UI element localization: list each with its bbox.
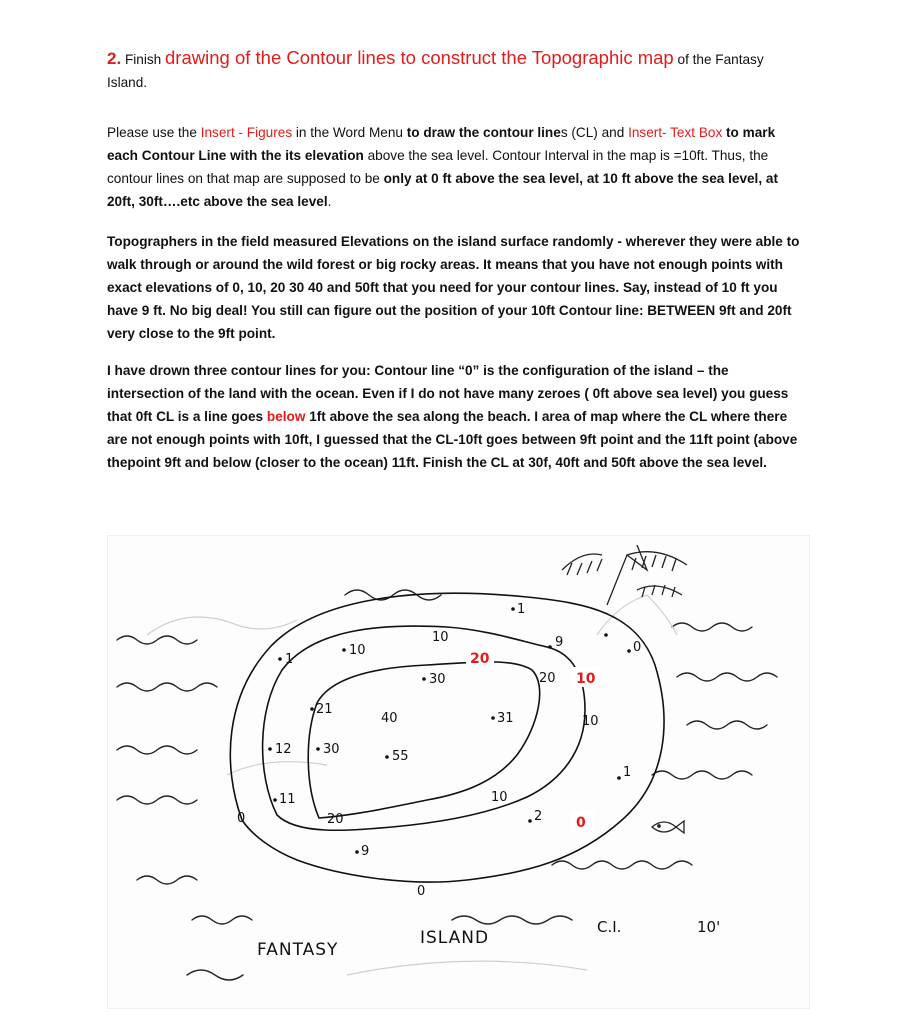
p3-text-2: 1ft above the sea along the beach. I area of map where the CL where there are not enough points with 10ft, I guessed that the CL-10ft goes between 9ft point and the 11ft point (above thepoint 9ft and below (closer to the ocean) 11ft. Finish the CL at 30f, 40ft and 50ft above the sea level.: [107, 409, 798, 470]
elevation-label: 55: [392, 749, 409, 764]
p1-text-1: Please use the: [107, 125, 201, 140]
elevation-dot: [273, 798, 277, 802]
elevation-label: 11: [279, 792, 296, 807]
elevation-label: 0: [417, 884, 426, 899]
topographers-paragraph: [107, 230, 807, 345]
p1-bold-3: only at 0 ft above the sea level, at 10 ft above the sea level, at 20ft, 30ft….etc above the sea level: [107, 171, 778, 209]
p1-insert-figures: Insert - Figures: [200, 125, 293, 140]
contour-interval-value: 10': [697, 918, 721, 936]
question-number: 2.: [107, 49, 122, 68]
elevation-label: 10: [491, 790, 508, 805]
elevation-label: 10: [432, 630, 449, 645]
p1-text-3: s (CL) and: [560, 125, 629, 140]
elevation-label: 40: [381, 711, 398, 726]
p1-bold-1: to draw the contour line: [406, 125, 561, 140]
map-title-fantasy: FANTASY: [257, 940, 339, 960]
topographic-map: [107, 535, 810, 1009]
elevation-label: 10: [582, 714, 599, 729]
elevation-dot: [422, 677, 426, 681]
heading-text-2: of the Fantasy Island.: [107, 52, 764, 90]
contour-guidance-paragraph: [107, 359, 807, 474]
elevation-dot: [268, 747, 272, 751]
elevation-label: 30: [429, 672, 446, 687]
elevation-label: 20: [327, 812, 344, 827]
elevation-dot: [528, 819, 532, 823]
p1-bold-2: to mark each Contour Line with the its elevation: [107, 125, 776, 163]
contour-interval-label: C.I.: [597, 918, 622, 936]
p1-text-5: .: [327, 194, 332, 209]
elevation-label: 9: [555, 635, 564, 650]
elevation-label: 21: [316, 702, 333, 717]
elevation-label: 1: [517, 602, 526, 617]
p1-text-4: above the sea level. Contour Interval in the map is =10ft. Thus, the contour lines on that map are supposed to be: [107, 148, 769, 186]
heading-emphasis: drawing of the Contour lines to construct the Topographic map: [165, 47, 674, 68]
p1-insert-textbox: Insert- Text Box: [628, 125, 723, 140]
elevation-dot: [342, 648, 346, 652]
elevation-label: 0: [633, 640, 642, 655]
instructions-paragraph: [107, 121, 807, 213]
elevation-label: 10: [349, 643, 366, 658]
elevation-label: 1: [285, 652, 294, 667]
elevation-dot: [548, 645, 552, 649]
p2-text: Topographers in the field measured Elevations on the island surface randomly - wherever they were able to walk through or around the wild forest or big rocky areas. It means that you have not enough points with exact elevations of 0, 10, 20 30 40 and 50ft that you need for your contour lines. Say, instead of 10 ft you have 9 ft. No big deal! You still can figure out the position of your 10ft Contour line: BETWEEN 9ft and 20ft very close to the 9ft point.: [107, 234, 800, 341]
elevation-label: 2: [534, 809, 543, 824]
elevation-dot: [385, 755, 389, 759]
heading-text-1: Finish: [121, 52, 166, 67]
elevation-dot: [310, 707, 314, 711]
map-title-island: ISLAND: [420, 928, 490, 948]
elevation-dot: [511, 607, 515, 611]
p3-text-1: I have drown three contour lines for you: Contour line “0” is the configuration of the island – the intersection of the land with the ocean. Even if I do not have many zeroes ( 0ft above sea level) you guess that 0ft CL is a line goes: [107, 363, 789, 424]
contour-label-0: 0: [576, 815, 586, 831]
elevation-dot: [627, 649, 631, 653]
elevation-label: 1: [623, 765, 632, 780]
question-heading: [107, 46, 807, 94]
elevation-dot: [491, 716, 495, 720]
elevation-dot: [316, 747, 320, 751]
elevation-label: 31: [497, 711, 514, 726]
elevation-label: 0: [237, 811, 246, 826]
elevation-dot: [355, 850, 359, 854]
elevation-label: 20: [539, 671, 556, 686]
contour-label-10: 10: [576, 671, 596, 687]
elevation-dot: [604, 633, 608, 637]
elevation-label: 12: [275, 742, 292, 757]
contour-label-20: 20: [470, 651, 490, 667]
elevation-dot: [617, 776, 621, 780]
p3-below: below: [266, 409, 306, 424]
elevation-label: 9: [361, 844, 370, 859]
elevation-label: 30: [323, 742, 340, 757]
elevation-dot: [278, 657, 282, 661]
p1-text-2: in the Word Menu: [292, 125, 407, 140]
